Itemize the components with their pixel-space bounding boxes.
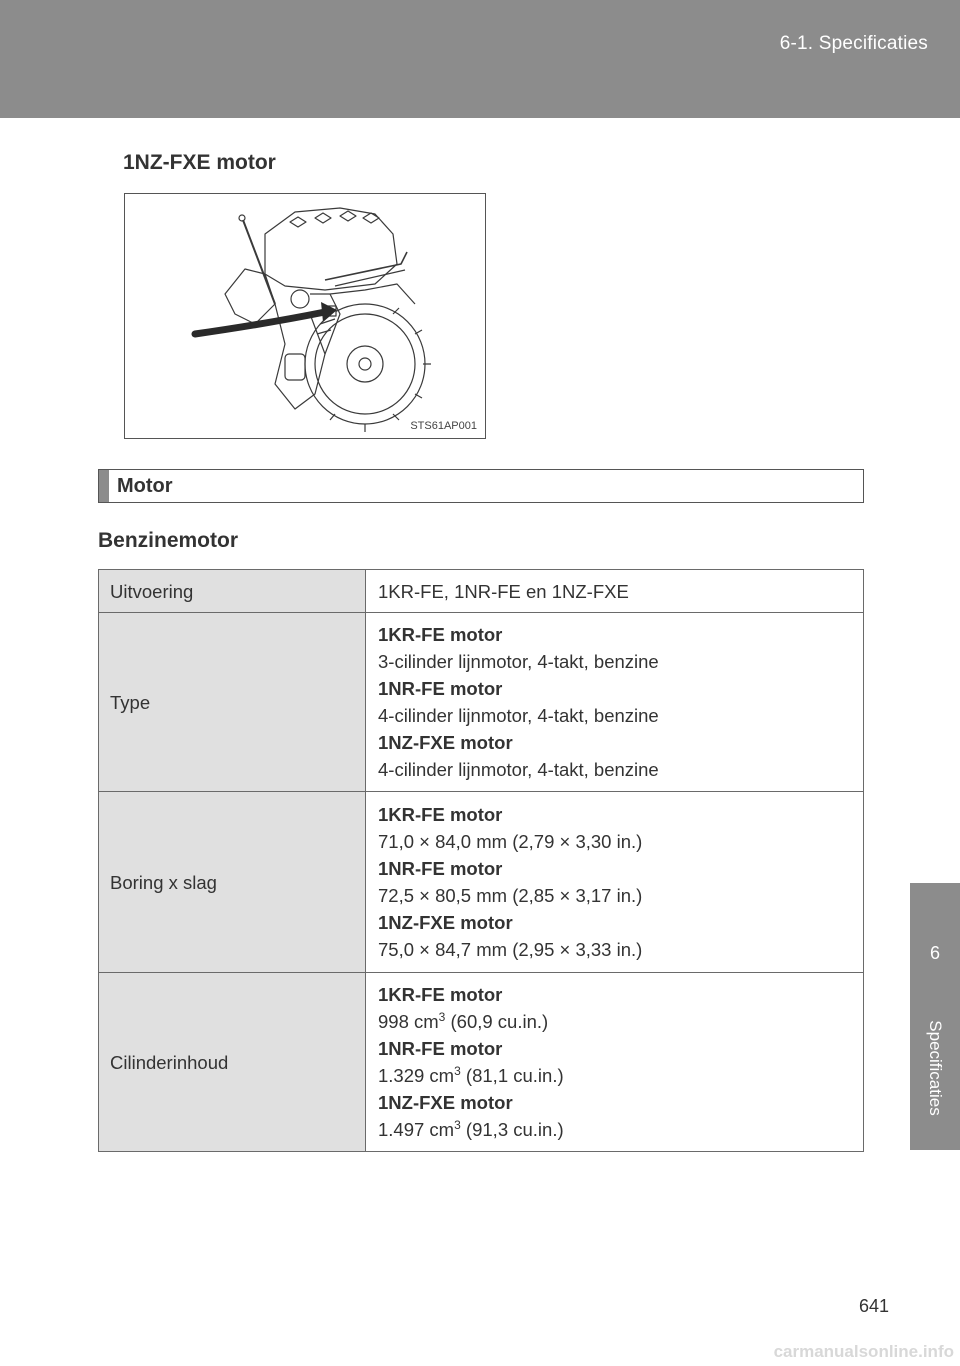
displacement-imperial: (91,3 cu.in.)	[460, 1119, 564, 1140]
engine-name: 1KR-FE motor	[378, 984, 503, 1005]
row-value: 1KR-FE, 1NR-FE en 1NZ-FXE	[366, 570, 864, 613]
displacement-value: 998 cm	[378, 1011, 439, 1032]
row-value	[366, 792, 864, 973]
figure-title: 1NZ-FXE motor	[123, 151, 276, 174]
engine-name: 1NZ-FXE motor	[378, 912, 513, 933]
engine-illustration	[124, 193, 486, 439]
engine-spec: 71,0 × 84,0 mm (2,79 × 3,30 in.)	[378, 831, 643, 852]
engine-spec: 4-cilinder lijnmotor, 4-takt, benzine	[378, 705, 659, 726]
engine-name: 1KR-FE motor	[378, 624, 503, 645]
engine-spec: 3-cilinder lijnmotor, 4-takt, benzine	[378, 651, 659, 672]
engine-spec	[378, 1116, 862, 1143]
engine-spec: 75,0 × 84,7 mm (2,95 × 3,33 in.)	[378, 939, 643, 960]
table-row	[99, 570, 864, 613]
figure-code: STS61AP001	[410, 420, 477, 432]
chapter-label: Specificaties	[926, 1020, 945, 1116]
engine-drawing	[125, 194, 486, 439]
engine-spec: 4-cilinder lijnmotor, 4-takt, benzine	[378, 759, 659, 780]
row-value	[366, 613, 864, 792]
row-value	[366, 973, 864, 1152]
displacement-value: 1.497 cm	[378, 1119, 455, 1140]
engine-name: 1NR-FE motor	[378, 1038, 503, 1059]
section-heading: Motor	[117, 475, 173, 497]
engine-spec	[378, 1062, 862, 1089]
specifications-table	[98, 569, 864, 1152]
row-label: Type	[99, 613, 366, 792]
chapter-side-tab[interactable]	[910, 883, 960, 1150]
displacement-imperial: (60,9 cu.in.)	[445, 1011, 549, 1032]
section-heading-bar	[98, 469, 864, 503]
engine-name: 1NZ-FXE motor	[378, 732, 513, 753]
page-number: 641	[858, 1296, 889, 1316]
engine-name: 1NR-FE motor	[378, 678, 503, 699]
engine-name: 1KR-FE motor	[378, 804, 503, 825]
header-band	[0, 0, 960, 118]
row-label: Uitvoering	[99, 570, 366, 613]
table-row	[99, 792, 864, 973]
table-row	[99, 973, 864, 1152]
unit-exponent: 3	[438, 1009, 446, 1024]
engine-spec	[378, 1008, 862, 1035]
watermark: carmanualsonline.info	[773, 1342, 954, 1361]
subsection-heading: Benzinemotor	[98, 529, 239, 552]
row-label: Boring x slag	[99, 792, 366, 973]
engine-name: 1NR-FE motor	[378, 858, 503, 879]
table-row	[99, 613, 864, 792]
displacement-value: 1.329 cm	[378, 1065, 455, 1086]
engine-spec: 72,5 × 80,5 mm (2,85 × 3,17 in.)	[378, 885, 643, 906]
engine-name: 1NZ-FXE motor	[378, 1092, 513, 1113]
unit-exponent: 3	[454, 1063, 461, 1078]
row-label: Cilinderinhoud	[99, 973, 366, 1152]
displacement-imperial: (81,1 cu.in.)	[460, 1065, 564, 1086]
chapter-number: 6	[929, 943, 940, 963]
unit-exponent: 3	[454, 1117, 461, 1132]
header-section-title: 6-1. Specificaties	[779, 33, 928, 54]
heading-accent	[99, 470, 109, 502]
